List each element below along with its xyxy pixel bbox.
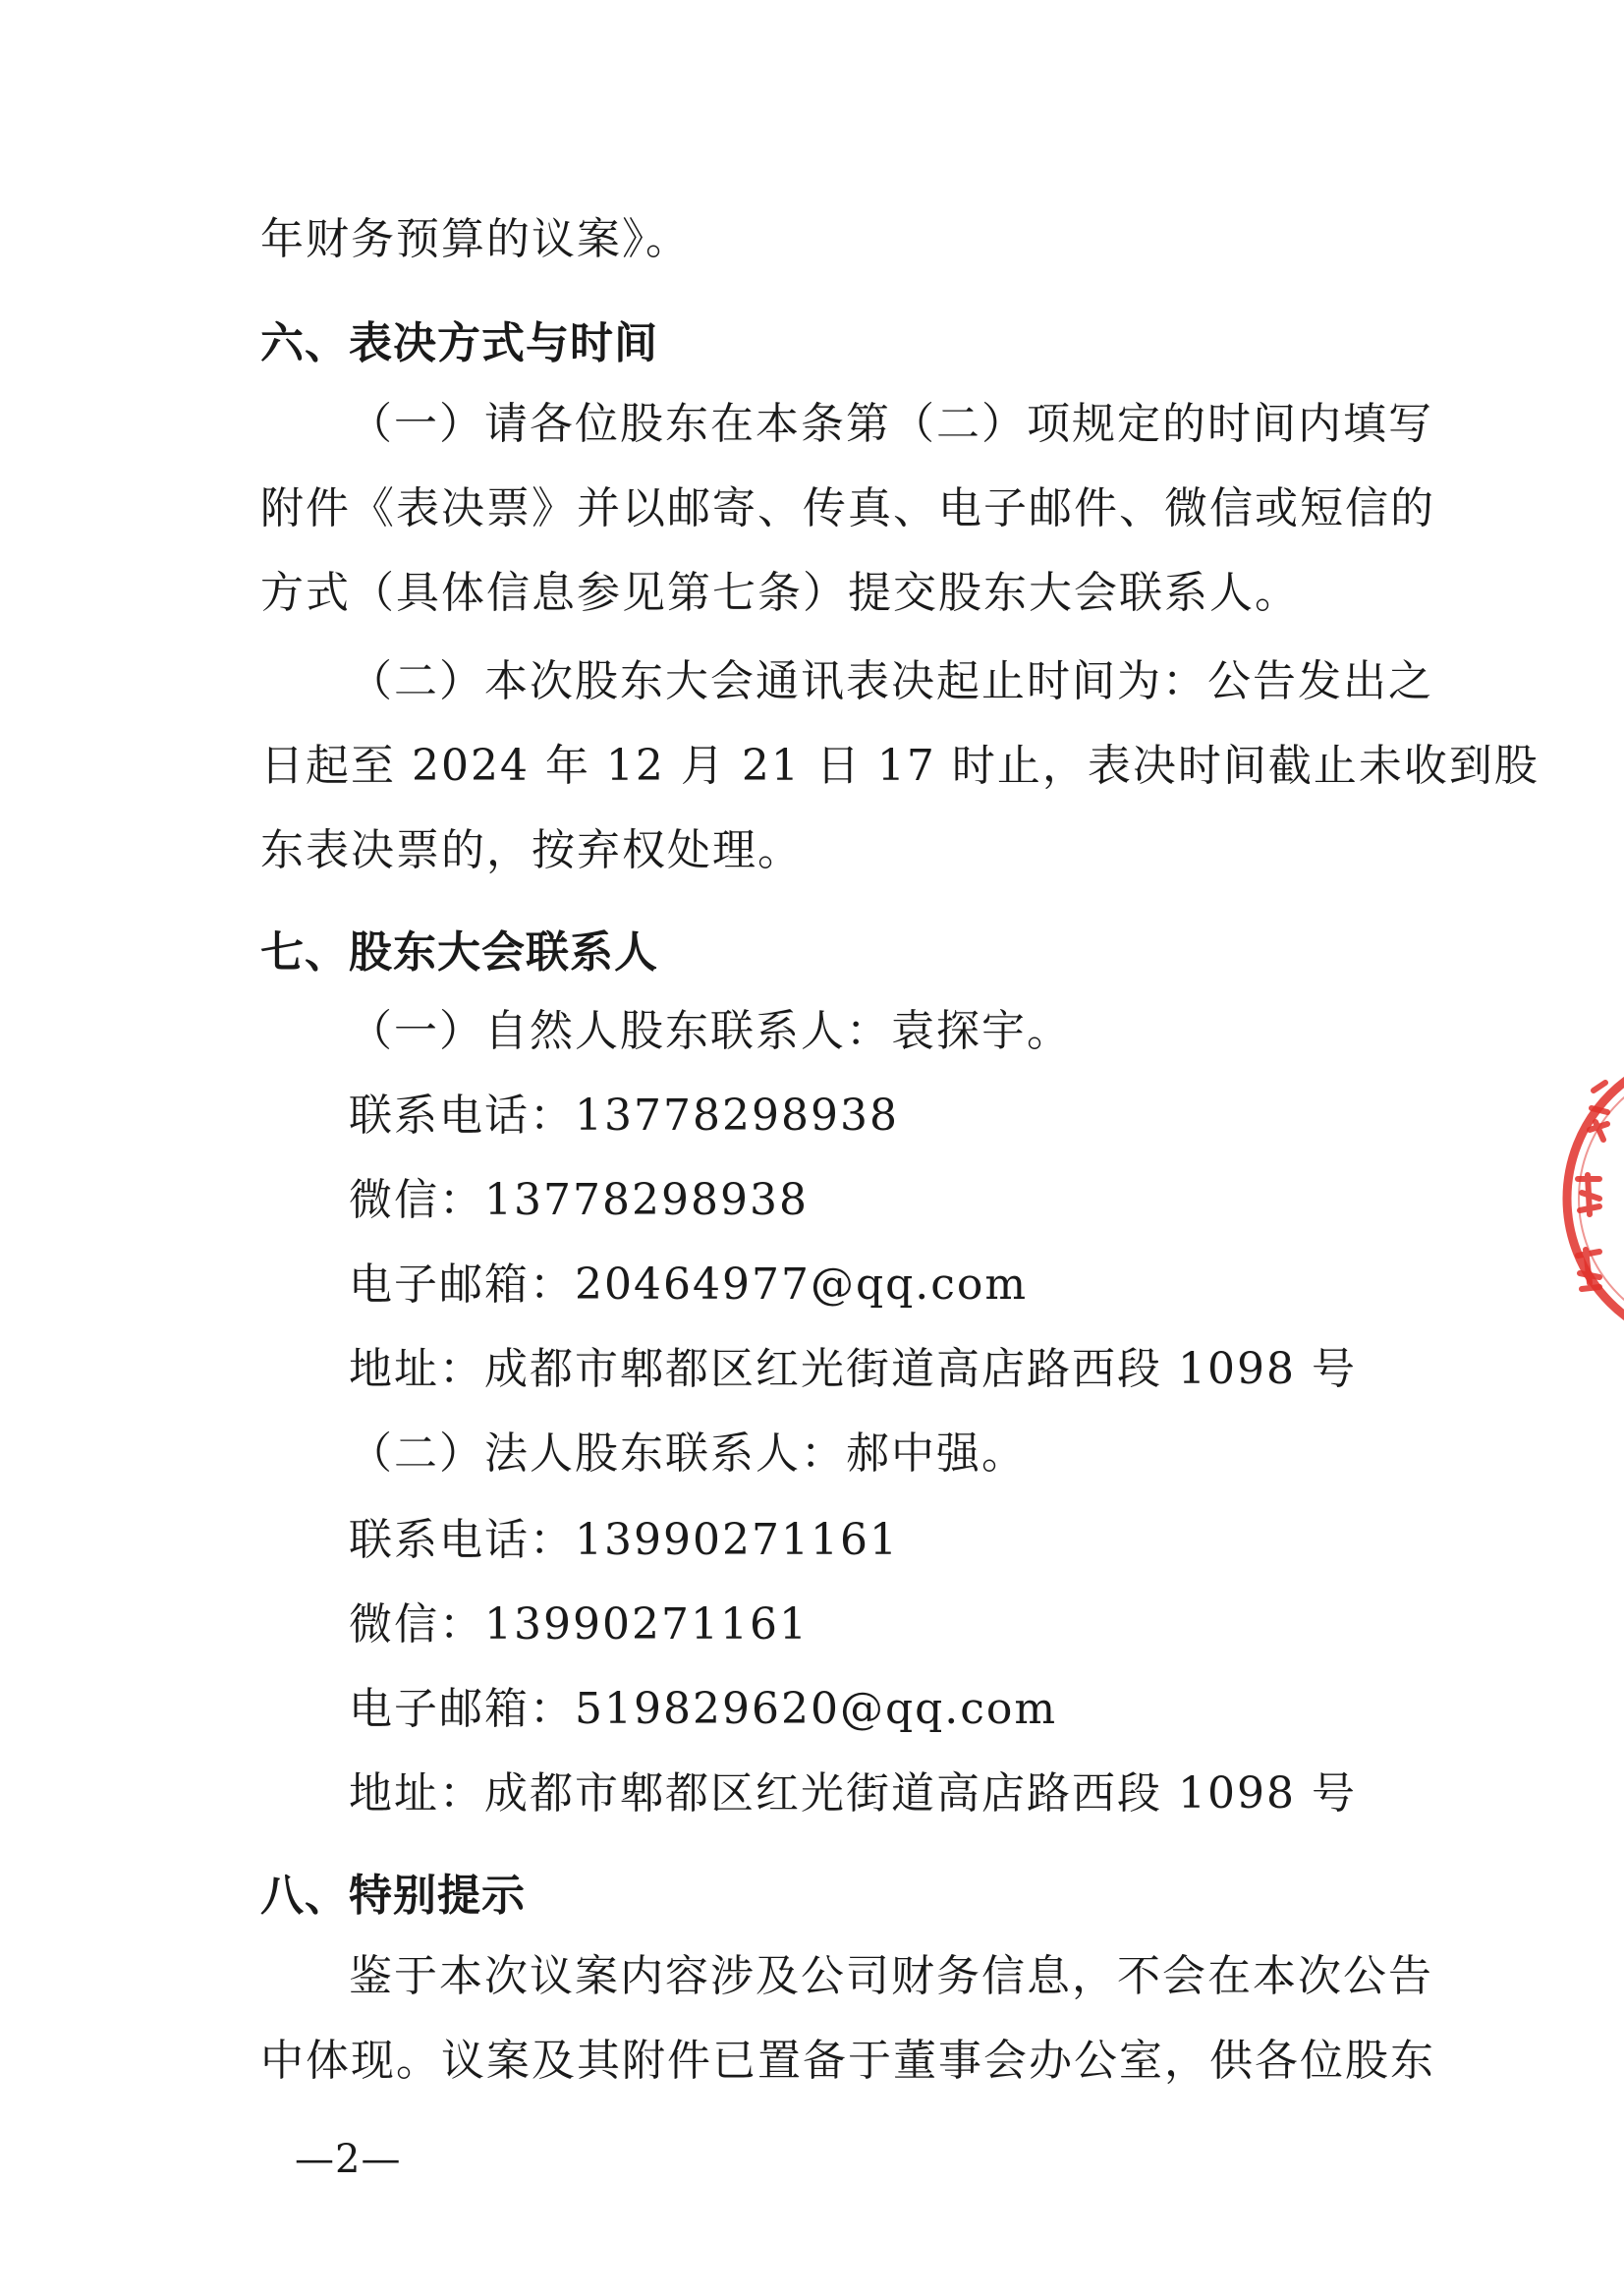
company-seal-icon	[1542, 1032, 1624, 1366]
section-7-heading: 七、股东大会联系人	[260, 927, 658, 978]
contact-1-phone: 联系电话：13778298938	[349, 1091, 899, 1141]
section-6-heading: 六、表决方式与时间	[260, 318, 658, 368]
page-number: —2—	[295, 2137, 402, 2182]
paragraph-line: 附件《表决票》并以邮寄、传真、电子邮件、微信或短信的	[260, 483, 1435, 533]
contact-1-title: （一）自然人股东联系人：袁探宇。	[349, 1006, 1072, 1056]
paragraph-line: 中体现。议案及其附件已置备于董事会办公室，供各位股东	[260, 2036, 1435, 2086]
contact-2-email: 电子邮箱：519829620@qq.com	[349, 1684, 1058, 1734]
paragraph-line: 鉴于本次议案内容涉及公司财务信息，不会在本次公告	[349, 1951, 1433, 2001]
paragraph-line: 日起至 2024 年 12 月 21 日 17 时止，表决时间截止未收到股	[260, 741, 1540, 791]
contact-2-wechat: 微信：13990271161	[349, 1599, 809, 1650]
paragraph-line: 方式（具体信息参见第七条）提交股东大会联系人。	[260, 568, 1300, 618]
paragraph-line: （二）本次股东大会通讯表决起止时间为：公告发出之	[349, 656, 1433, 706]
contact-1-wechat: 微信：13778298938	[349, 1175, 809, 1225]
contact-2-phone: 联系电话：13990271161	[349, 1515, 899, 1565]
contact-2-title: （二）法人股东联系人：郝中强。	[349, 1428, 1027, 1479]
paragraph-line: 年财务预算的议案》。	[260, 214, 691, 264]
contact-2-address: 地址：成都市郫都区红光街道高店路西段 1098 号	[349, 1768, 1357, 1819]
contact-1-email: 电子邮箱：20464977@qq.com	[349, 1259, 1029, 1310]
section-8-heading: 八、特别提示	[260, 1871, 526, 1921]
contact-1-address: 地址：成都市郫都区红光街道高店路西段 1098 号	[349, 1344, 1357, 1394]
paragraph-line: （一）请各位股东在本条第（二）项规定的时间内填写	[349, 399, 1433, 449]
paragraph-line: 东表决票的，按弃权处理。	[260, 825, 803, 875]
